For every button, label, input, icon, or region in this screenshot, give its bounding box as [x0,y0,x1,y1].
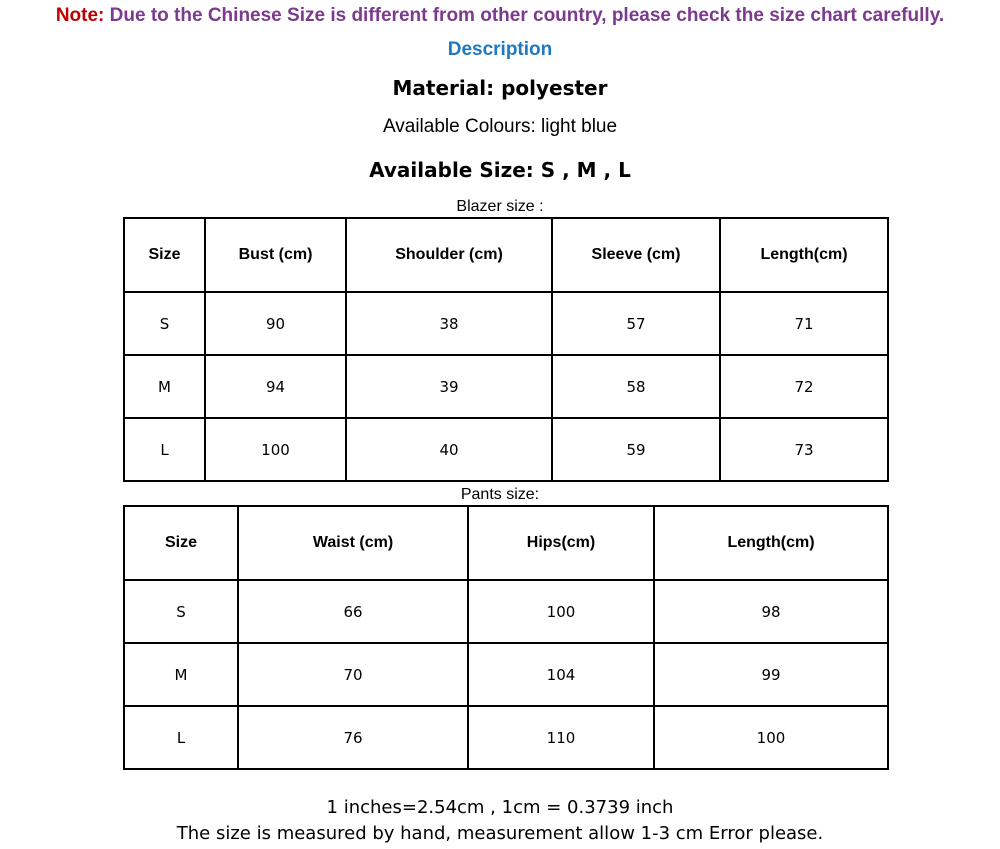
table-cell: 58 [552,355,720,418]
table-cell: 59 [552,418,720,481]
table-cell: M [124,643,238,706]
table-cell: M [124,355,205,418]
pants-size-caption: Pants size: [460,486,540,503]
table-cell: L [124,706,238,769]
table-header-row [124,506,888,580]
column-header: Size [124,218,205,292]
available-size-line: Available Size: S , M , L [369,158,631,182]
table-cell: L [124,418,205,481]
table-cell: 99 [654,643,888,706]
column-header: Length(cm) [654,506,888,580]
table-row [124,643,888,706]
table-cell: 66 [238,580,468,643]
table-cell: 100 [468,580,654,643]
conversion-note: 1 inches=2.54cm , 1cm = 0.3739 inch [326,797,674,818]
measurement-disclaimer: The size is measured by hand, measurement allow 1-3 cm Error please. [176,823,824,844]
table-row [124,706,888,769]
table-row [124,292,888,355]
pants-size-table [123,505,889,770]
table-cell: 76 [238,706,468,769]
table-cell: S [124,580,238,643]
table-cell: 39 [346,355,552,418]
table-cell: 70 [238,643,468,706]
table-cell: 100 [654,706,888,769]
table-cell: 72 [720,355,888,418]
table-cell: 71 [720,292,888,355]
table-cell: S [124,292,205,355]
column-header: Size [124,506,238,580]
note-text: Due to the Chinese Size is different from other country, please check the size chart carefully. [109,5,945,26]
table-row [124,418,888,481]
column-header: Shoulder (cm) [346,218,552,292]
table-cell: 73 [720,418,888,481]
material-line: Material: polyester [392,76,608,100]
table-cell: 98 [654,580,888,643]
table-cell: 57 [552,292,720,355]
blazer-size-table [123,217,889,482]
column-header: Waist (cm) [238,506,468,580]
table-cell: 38 [346,292,552,355]
note-lead: Note: [55,5,105,26]
table-row [124,580,888,643]
column-header: Bust (cm) [205,218,346,292]
table-cell: 94 [205,355,346,418]
blazer-size-caption: Blazer size : [456,198,544,215]
table-header-row [124,218,888,292]
table-row [124,355,888,418]
table-cell: 90 [205,292,346,355]
table-cell: 104 [468,643,654,706]
colours-line: Available Colours: light blue [382,116,618,137]
table-cell: 100 [205,418,346,481]
table-cell: 110 [468,706,654,769]
table-cell: 40 [346,418,552,481]
description-heading: Description [447,39,553,60]
column-header: Hips(cm) [468,506,654,580]
size-note [0,5,1000,27]
column-header: Sleeve (cm) [552,218,720,292]
column-header: Length(cm) [720,218,888,292]
